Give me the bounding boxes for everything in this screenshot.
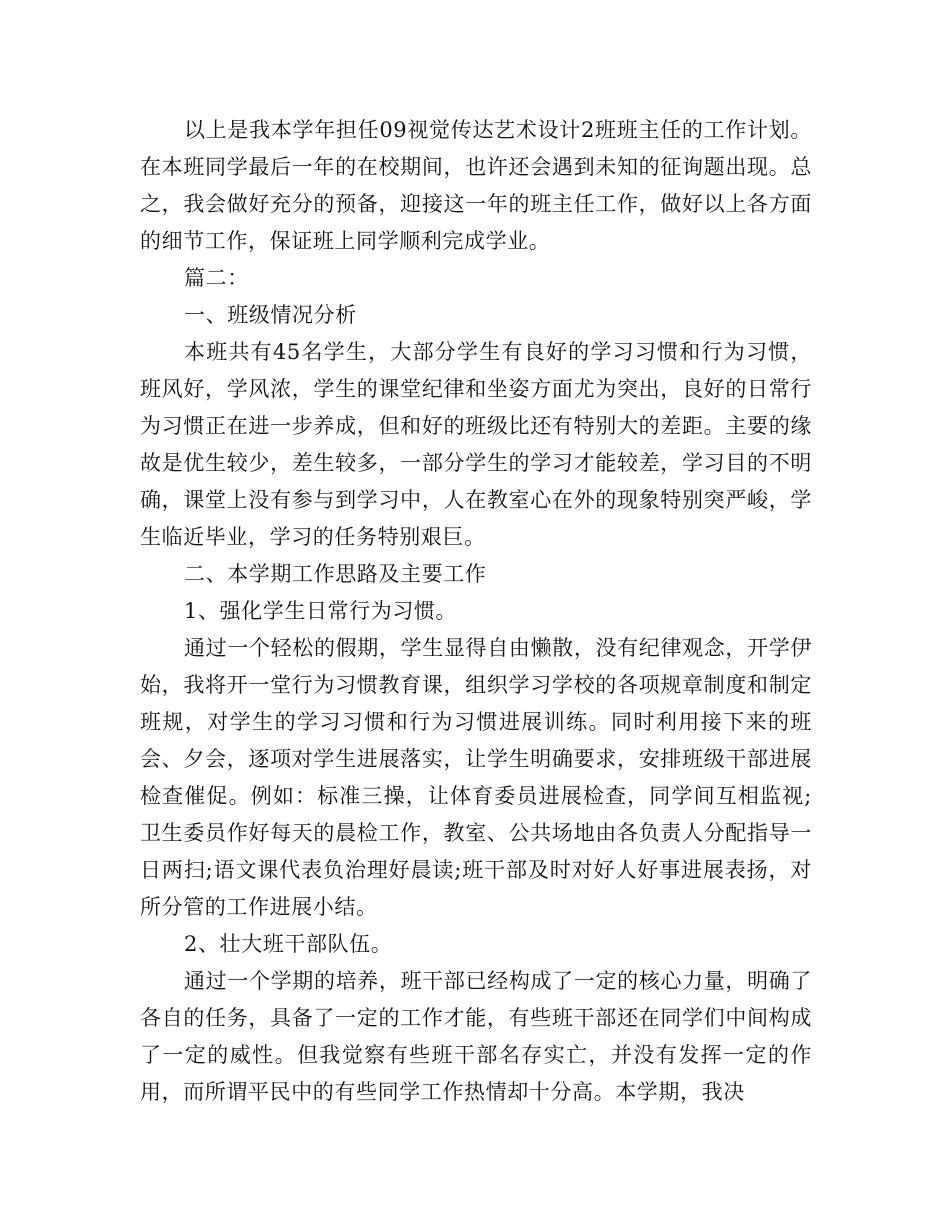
heading-work-plan: 二、本学期工作思路及主要工作 [184,562,487,586]
paragraph-class-analysis: 本班共有45名学生，大部分学生有良好的学习习惯和行为习惯，班风好，学风浓，学生的课堂纪律和坐姿方面尤为突出，良好的日常行为习惯正在进一步养成，但和好的班级比还有特别大的差距。主要的缘故是优生较少，差生较多，一部分学生的学习才能较差，学习目的不明确，课堂上没有参与到学习中，人在教室心在外的现象特别突严峻，学生临近毕业，学习的任务特别艰巨。 [140,340,812,549]
section-heading-part-two: 篇二： [184,266,249,290]
heading-habits: 1、强化学生日常行为习惯。 [184,599,458,623]
paragraph-habits: 通过一个轻松的假期，学生显得自由懒散，没有纪律观念，开学伊始，我将开一堂行为习惯教育课，组织学习学校的各项规章制度和制定班规，对学生的学习习惯和行为习惯进展训练。同时利用接下来的班会、夕会，逐项对学生进展落实，让学生明确要求，安排班级干部进展检查催促。例如：标准三操，让体育委员进展检查，同学间互相监视;卫生委员作好每天的晨检工作，教室、公共场地由各负责人分配指导一日两扫;语文课代表负治理好晨读;班干部及时对好人好事进展表扬，对所分管的工作进展小结。 [140,636,812,919]
heading-class-cadres: 2、壮大班干部队伍。 [184,932,393,956]
heading-class-analysis: 一、班级情况分析 [184,303,357,327]
document-body [140,112,812,1111]
paragraph-class-cadres: 通过一个学期的培养，班干部已经构成了一定的核心力量，明确了各自的任务，具备了一定的工作才能，有些班干部还在同学们中间构成了一定的威性。但我觉察有些班干部名存实亡，并没有发挥一定的作用，而所谓平民中的有些同学工作热情却十分高。本学期，我决 [140,969,812,1104]
paragraph-closing-summary: 以上是我本学年担任09视觉传达艺术设计2班班主任的工作计划。在本班同学最后一年的在校期间，也许还会遇到未知的征询题出现。总之，我会做好充分的预备，迎接这一年的班主任工作，做好以上各方面的细节工作，保证班上同学顺利完成学业。 [140,118,812,253]
